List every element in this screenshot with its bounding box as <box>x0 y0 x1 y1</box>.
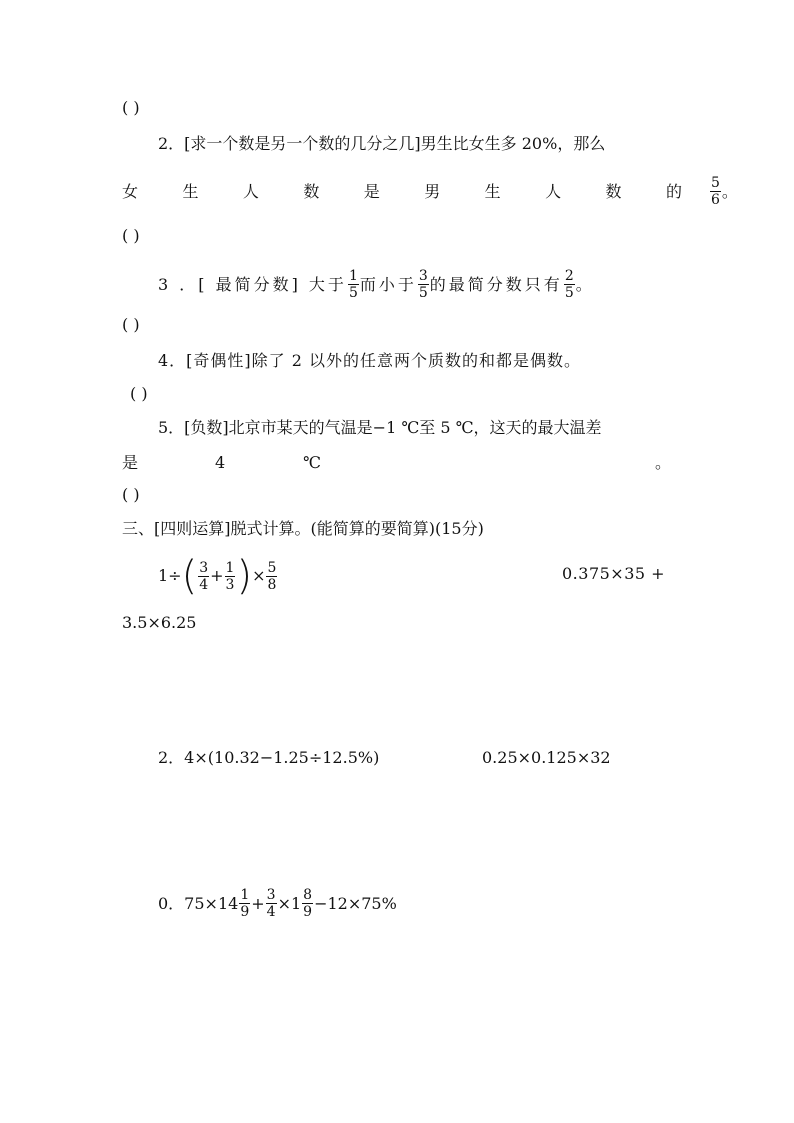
calc1-f3-den: 8 <box>267 576 277 593</box>
q5-line1: 5．[负数]北京市某天的气温是−1 ℃至 5 ℃，这天的最大温差 <box>158 418 602 437</box>
q2-char: 数 <box>605 181 622 201</box>
q5-w3: ℃ <box>303 453 321 472</box>
q3-f3-num: 2 <box>564 268 574 284</box>
calc1-frac-1 <box>198 560 209 593</box>
calc5-f1-num: 1 <box>240 887 250 903</box>
calc-5 <box>158 887 397 920</box>
q2-char: 人 <box>545 181 562 201</box>
q2-char: 男 <box>424 181 441 201</box>
calc5-frac-2 <box>266 887 277 920</box>
calc5-f2-den: 4 <box>266 904 276 920</box>
q5-w4: 。 <box>655 453 672 472</box>
calc5-tail: −12×75% <box>314 893 397 913</box>
q2-suffix: 。 <box>721 181 738 201</box>
q2-frac-num: 5 <box>711 175 720 191</box>
calc-2-part1: 0.375×35 + <box>562 564 666 583</box>
q3-f1-den: 5 <box>348 285 358 301</box>
calc1-times: × <box>252 566 266 585</box>
q3-text-a: 3 ．[ 最简分数] 大于 <box>158 274 347 294</box>
q3-frac-1 <box>348 268 359 301</box>
calc-4: 0.25×0.125×32 <box>482 748 611 767</box>
right-paren-icon: ) <box>236 553 253 599</box>
calc1-f1-den: 4 <box>199 576 209 593</box>
calc1-frac-2 <box>225 560 236 593</box>
calc5-f1-den: 9 <box>240 904 250 920</box>
q3-f2-den: 5 <box>418 285 428 301</box>
calc5-lead: 0．75×14 <box>158 893 239 913</box>
q3-frac-2 <box>418 268 429 301</box>
q4-line: 4．[奇偶性]除了 2 以外的任意两个质数的和都是偶数。 <box>158 351 582 370</box>
calc5-frac-1 <box>239 887 250 920</box>
calc1-f1-num: 3 <box>199 559 209 576</box>
q5-w2: 4 <box>215 453 226 472</box>
q3-text-b: 而小于 <box>359 274 417 294</box>
calc5-f3-den: 9 <box>303 904 313 920</box>
calc1-plus: + <box>210 566 224 585</box>
calc5-f3-num: 8 <box>303 887 313 903</box>
q2-line2 <box>122 175 738 208</box>
q2-char: 是 <box>363 181 380 201</box>
calc1-f2-num: 1 <box>225 559 235 576</box>
q2-char: 女 <box>122 181 139 201</box>
calc5-plus: + <box>251 893 265 913</box>
answer-blank-2[interactable]: ( ) <box>122 226 140 245</box>
calc1-f3-num: 5 <box>267 559 277 576</box>
q3-f3-den: 5 <box>564 285 574 301</box>
q3-f1-num: 1 <box>348 268 358 284</box>
q5-w1: 是 <box>122 453 139 472</box>
q2-char: 生 <box>182 181 199 201</box>
q2-frac-den: 6 <box>711 192 720 208</box>
q3-text-d: 。 <box>575 274 592 294</box>
q2-char: 数 <box>303 181 320 201</box>
section-3-title: 三、[四则运算]脱式计算。(能简算的要简算)(15分) <box>122 519 484 538</box>
answer-blank-3[interactable]: ( ) <box>122 315 140 334</box>
calc5-f2-num: 3 <box>266 887 276 903</box>
calc1-f2-den: 3 <box>225 576 235 593</box>
answer-blank-4[interactable]: ( ) <box>130 384 148 403</box>
q2-char: 的 <box>665 181 682 201</box>
q3-frac-3 <box>564 268 575 301</box>
q2-line1: 2．[求一个数是另一个数的几分之几]男生比女生多 20%，那么 <box>158 134 606 153</box>
q2-char: 人 <box>242 181 259 201</box>
calc-2-part2: 3.5×6.25 <box>122 613 197 632</box>
q3-text-c: 的最简分数只有 <box>429 274 563 294</box>
q2-char: 生 <box>484 181 501 201</box>
q2-fraction <box>710 175 721 208</box>
calc1-frac-3 <box>266 560 277 593</box>
answer-blank-1[interactable]: ( ) <box>122 98 140 117</box>
calc-3: 2．4×(10.32−1.25÷12.5%) <box>158 748 380 767</box>
calc5-frac-3 <box>302 887 313 920</box>
calc1-lead: 1÷ <box>158 566 182 585</box>
calc-1 <box>158 553 278 599</box>
q3-f2-num: 3 <box>418 268 428 284</box>
q2-spread-text <box>122 181 682 203</box>
q3-line <box>158 268 592 301</box>
answer-blank-5[interactable]: ( ) <box>122 485 140 504</box>
left-paren-icon: ( <box>181 553 198 599</box>
calc5-times: ×1 <box>277 893 302 913</box>
